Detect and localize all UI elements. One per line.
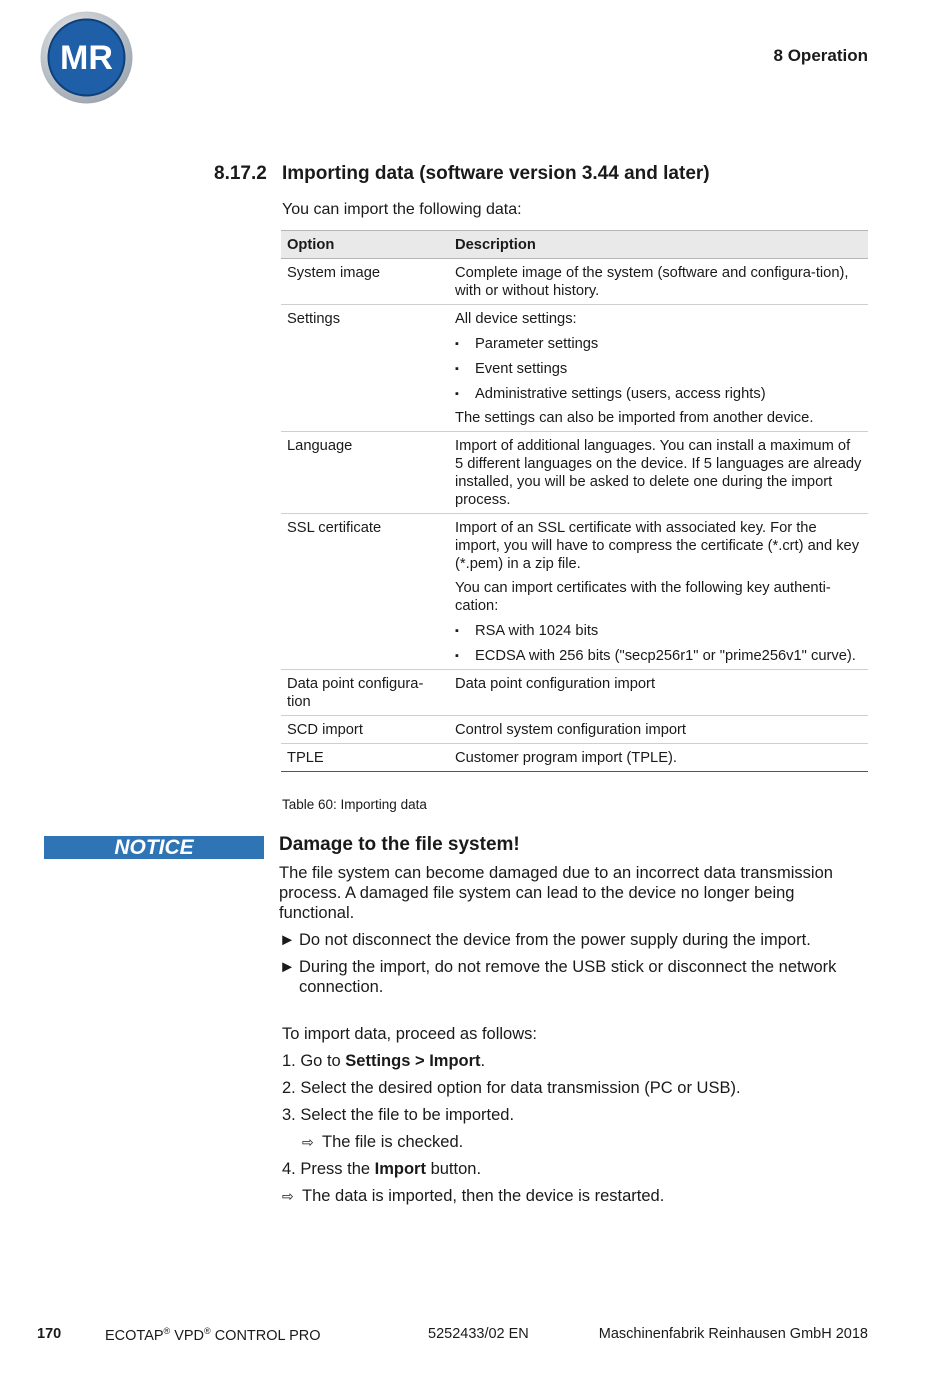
description-cell: [449, 670, 868, 716]
result-arrow-icon: ⇨: [302, 1134, 314, 1150]
company-name: Maschinenfabrik Reinhausen GmbH 2018: [598, 1326, 868, 1342]
table-row: [281, 259, 868, 305]
final-result: [282, 1186, 872, 1206]
option-cell: SSL certificate: [281, 514, 449, 670]
product-name-part: ECOTAP: [105, 1327, 164, 1344]
notice-item-text: During the import, do not remove the USB stick or disconnect the network connection.: [299, 958, 837, 996]
list-item: ▪ Administrative settings (users, access rights): [455, 385, 862, 403]
step-3: 3. Select the file to be imported.: [282, 1106, 515, 1124]
notice-item: [279, 957, 869, 997]
notice-item-text: Do not disconnect the device from the power supply during the import.: [299, 931, 811, 949]
final-result-text: The data is imported, then the device is restarted.: [302, 1187, 665, 1205]
description-text: Data point configuration import: [455, 676, 656, 692]
list-item: ▪ ECDSA with 256 bits ("secp256r1" or "prime256v1" curve).: [455, 647, 862, 665]
notice-box: [279, 835, 869, 1004]
column-header-description: Description: [449, 231, 868, 259]
bullet-list: [455, 622, 862, 665]
description-cell: [449, 432, 868, 514]
option-cell: Language: [281, 432, 449, 514]
table-row: [281, 670, 868, 716]
registered-mark: ®: [163, 1326, 171, 1336]
section-number: 8.17.2: [214, 163, 267, 184]
option-cell: Data point configura-tion: [281, 670, 449, 716]
option-cell: TPLE: [281, 744, 449, 772]
table-row: [281, 514, 868, 670]
description-cell: [449, 744, 868, 772]
bullet-list: [455, 335, 862, 403]
list-item: ▪ Parameter settings: [455, 335, 862, 353]
procedure: [282, 1024, 872, 1213]
notice-label: NOTICE: [44, 836, 264, 859]
step-4-button-name: Import: [374, 1160, 426, 1178]
list-item: ▪ RSA with 1024 bits: [455, 622, 862, 640]
description-text: Import of additional languages. You can install a maximum of 5 different languages on the device. If 5 languages are already installed, you will be asked to delete one during the import process.: [455, 438, 862, 508]
step-1-menu-path: Settings > Import: [345, 1052, 481, 1070]
description-text: Import of an SSL certificate with associated key. For the import, you will have to compress the certificate (*.crt) and key (*.pem) in a zip file.: [455, 520, 860, 572]
description-text: All device settings:: [455, 311, 577, 327]
column-header-option: Option: [281, 231, 449, 259]
document-number: 5252433/02 EN: [428, 1326, 529, 1342]
description-text: Complete image of the system (software and configura-tion), with or without history.: [455, 265, 849, 299]
step-4: [282, 1159, 872, 1179]
arrow-icon: ►: [279, 958, 296, 976]
description-text: The settings can also be imported from another device.: [455, 410, 814, 426]
table-row: [281, 744, 868, 772]
table-caption: Table 60: Importing data: [282, 797, 427, 812]
section-intro: You can import the following data:: [282, 201, 522, 218]
option-cell: SCD import: [281, 716, 449, 744]
step-3-result: [302, 1132, 872, 1152]
list-item: ▪ Event settings: [455, 360, 862, 378]
notice-text: The file system can become damaged due to an incorrect data transmission process. A damaged file system can lead to the device no longer being functional.: [279, 864, 833, 922]
description-cell: [449, 514, 868, 670]
product-name-part: CONTROL PRO: [210, 1327, 321, 1344]
chapter-title: 8 Operation: [773, 46, 868, 65]
table-header-row: [281, 231, 868, 259]
procedure-intro: To import data, proceed as follows:: [282, 1025, 537, 1043]
description-cell: [449, 716, 868, 744]
import-options-table: [281, 230, 868, 772]
step-2: 2. Select the desired option for data transmission (PC or USB).: [282, 1079, 741, 1097]
step-1: [282, 1051, 872, 1071]
arrow-icon: ►: [279, 931, 296, 949]
table-row: [281, 716, 868, 744]
description-text: You can import certificates with the following key authenti-cation:: [455, 580, 831, 614]
product-name-part: VPD: [170, 1327, 205, 1344]
notice-item: [279, 930, 869, 950]
step-4-suffix: button.: [425, 1160, 482, 1178]
page-number: 170: [37, 1326, 62, 1342]
description-text: Customer program import (TPLE).: [455, 750, 677, 766]
option-cell: System image: [281, 259, 449, 305]
step-1-prefix: 1. Go to: [282, 1052, 346, 1070]
registered-mark: ®: [204, 1326, 211, 1336]
table-row: [281, 305, 868, 432]
step-3-result-text: The file is checked.: [322, 1133, 464, 1151]
result-arrow-icon: ⇨: [282, 1188, 294, 1204]
option-cell: Settings: [281, 305, 449, 432]
description-cell: [449, 259, 868, 305]
mr-logo: [40, 11, 133, 104]
svg-text:MR: MR: [60, 39, 113, 77]
step-1-suffix: .: [480, 1052, 486, 1070]
table-row: [281, 432, 868, 514]
product-name: [105, 1326, 321, 1344]
section-title: Importing data (software version 3.44 and later): [282, 163, 710, 184]
notice-title: Damage to the file system!: [279, 834, 520, 855]
description-text: Control system configuration import: [455, 722, 687, 738]
step-4-prefix: 4. Press the: [282, 1160, 375, 1178]
description-cell: [449, 305, 868, 432]
